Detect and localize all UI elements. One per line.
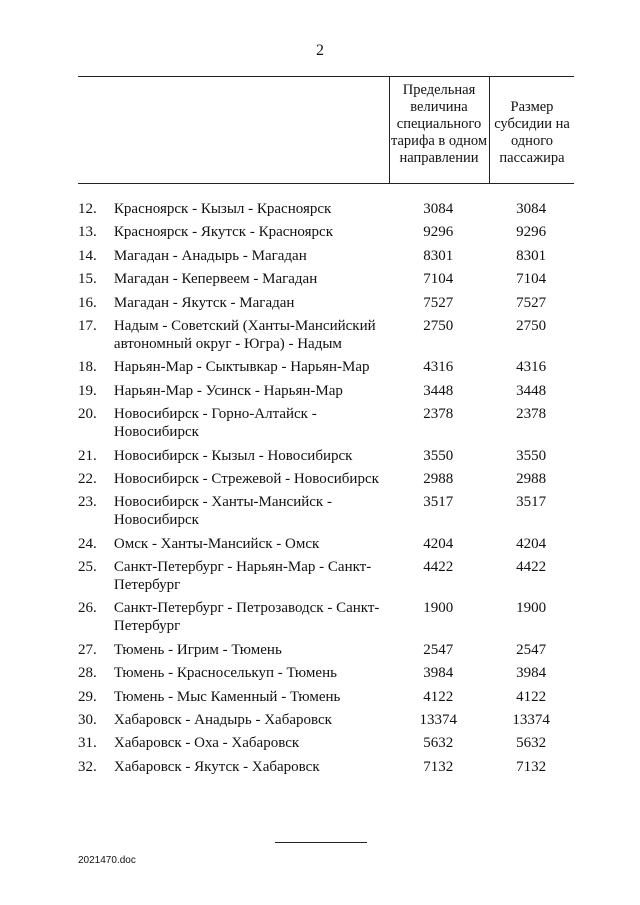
subsidy-value: 2988	[516, 470, 547, 487]
table-row	[78, 664, 574, 682]
tariff-value: 4422	[423, 559, 454, 576]
tariff-value: 1900	[423, 600, 454, 617]
tariff-value: 7132	[423, 758, 454, 775]
row-number: 21.	[78, 447, 97, 464]
route-name: Тюмень - Красноселькуп - Тюмень	[113, 665, 337, 682]
row-number: 19.	[78, 382, 97, 399]
table-row	[78, 270, 574, 288]
row-number: 29.	[78, 688, 97, 705]
route-name: Хабаровск - Анадырь - Хабаровск	[113, 712, 332, 729]
route-name: Санкт-Петербург - Петрозаводск - Санкт-Петербург	[113, 600, 380, 635]
row-number: 23.	[78, 494, 97, 511]
route-name: Магадан - Якутск - Магадан	[113, 294, 295, 311]
tariff-value: 8301	[423, 247, 454, 264]
table-row	[78, 447, 574, 465]
subsidy-value: 5632	[516, 735, 547, 752]
tariff-value: 3448	[423, 382, 454, 399]
row-number: 32.	[78, 758, 97, 775]
table-row	[78, 470, 574, 488]
row-number: 12.	[78, 201, 97, 217]
tariff-value: 2988	[423, 470, 454, 487]
subsidy-value: 2750	[516, 317, 547, 334]
table-row	[78, 223, 574, 241]
route-name: Красноярск - Якутск - Красноярск	[113, 224, 333, 241]
row-number: 17.	[78, 317, 97, 334]
row-number: 28.	[78, 665, 97, 682]
row-number: 30.	[78, 712, 97, 729]
table-row	[78, 382, 574, 400]
row-number: 16.	[78, 294, 97, 311]
tariff-value: 4122	[423, 688, 454, 705]
subsidy-value: 7132	[516, 758, 547, 775]
subsidy-value: 3084	[516, 201, 547, 217]
route-name: Санкт-Петербург - Нарьян-Мар - Санкт-Петербург	[113, 559, 372, 594]
table-row	[78, 200, 574, 218]
table-row	[78, 317, 574, 353]
subsidy-value: 4422	[516, 559, 547, 576]
subsidy-value: 7527	[516, 294, 547, 311]
route-name: Хабаровск - Якутск - Хабаровск	[113, 758, 320, 775]
row-number: 24.	[78, 535, 97, 552]
subsidy-value: 3517	[516, 494, 547, 511]
tariff-value: 7527	[423, 294, 454, 311]
route-name: Новосибирск - Ханты-Мансийск - Новосибирск	[113, 494, 332, 529]
footer-rule	[275, 842, 367, 843]
subsidy-value: 3550	[516, 447, 547, 464]
table-body	[78, 200, 574, 781]
subsidy-value: 8301	[516, 247, 547, 264]
subsidy-value: 4204	[516, 535, 547, 552]
subsidy-value: 2378	[516, 406, 547, 423]
tariff-value: 4316	[423, 359, 454, 376]
header-subsidy: Размер субсидии на одного пассажира	[494, 99, 570, 166]
subsidy-value: 4122	[516, 688, 547, 705]
subsidy-value: 2547	[516, 641, 547, 658]
page-number: 2	[316, 42, 324, 59]
subsidy-value: 13374	[512, 712, 550, 729]
table-row	[78, 599, 574, 635]
row-number: 25.	[78, 559, 97, 576]
row-number: 20.	[78, 406, 97, 423]
row-number: 14.	[78, 247, 97, 264]
route-name: Новосибирск - Горно-Алтайск - Новосибирск	[113, 406, 317, 441]
route-name: Надым - Советский (Ханты-Мансийский автономный округ - Югра) - Надым	[113, 317, 376, 352]
tariff-value: 3084	[423, 201, 454, 217]
table-row	[78, 358, 574, 376]
subsidy-value: 3448	[516, 382, 547, 399]
row-number: 31.	[78, 735, 97, 752]
route-name: Магадан - Анадырь - Магадан	[113, 247, 307, 264]
table-row	[78, 558, 574, 594]
table-row	[78, 734, 574, 752]
table-row	[78, 641, 574, 659]
table-row	[78, 247, 574, 265]
tariff-value: 3517	[423, 494, 454, 511]
row-number: 13.	[78, 224, 97, 241]
tariff-value: 3550	[423, 447, 454, 464]
table-row	[78, 758, 574, 776]
tariff-value: 4204	[423, 535, 454, 552]
route-name: Нарьян-Мар - Сыктывкар - Нарьян-Мар	[113, 359, 370, 376]
route-name: Хабаровск - Оха - Хабаровск	[113, 735, 300, 752]
route-name: Магадан - Кепервеем - Магадан	[113, 271, 318, 288]
tariff-value: 2378	[423, 406, 454, 423]
route-name: Омск - Ханты-Мансийск - Омск	[113, 535, 320, 552]
row-number: 22.	[78, 470, 97, 487]
route-name: Новосибирск - Кызыл - Новосибирск	[113, 447, 353, 464]
tariff-value: 5632	[423, 735, 454, 752]
subsidy-value: 1900	[516, 600, 547, 617]
row-number: 18.	[78, 359, 97, 376]
route-name: Тюмень - Мыс Каменный - Тюмень	[113, 688, 341, 705]
tariff-value: 2547	[423, 641, 454, 658]
tariff-value: 13374	[419, 712, 458, 729]
route-name: Тюмень - Игрим - Тюмень	[113, 641, 282, 658]
row-number: 27.	[78, 641, 97, 658]
table-header-rule	[78, 183, 574, 184]
row-number: 26.	[78, 600, 97, 617]
table-top-rule	[78, 76, 574, 77]
doc-code: 2021470.doc	[78, 855, 136, 866]
route-name: Красноярск - Кызыл - Красноярск	[113, 201, 332, 217]
route-name: Новосибирск - Стрежевой - Новосибирск	[113, 470, 379, 487]
tariff-value: 3984	[423, 665, 454, 682]
tariff-value: 7104	[423, 271, 454, 288]
header-tariff: Предельная величина специального тарифа в одном направлении	[390, 82, 487, 166]
table-row	[78, 405, 574, 441]
subsidy-value: 9296	[516, 224, 547, 241]
table-row	[78, 711, 574, 729]
tariff-value: 9296	[423, 224, 454, 241]
route-name: Нарьян-Мар - Усинск - Нарьян-Мар	[113, 382, 343, 399]
table-row	[78, 688, 574, 706]
subsidy-value: 7104	[516, 271, 547, 288]
table-row	[78, 535, 574, 553]
table-row	[78, 493, 574, 529]
subsidy-value: 4316	[516, 359, 547, 376]
table-row	[78, 294, 574, 312]
row-number: 15.	[78, 271, 97, 288]
tariff-value: 2750	[423, 317, 454, 334]
subsidy-value: 3984	[516, 665, 547, 682]
